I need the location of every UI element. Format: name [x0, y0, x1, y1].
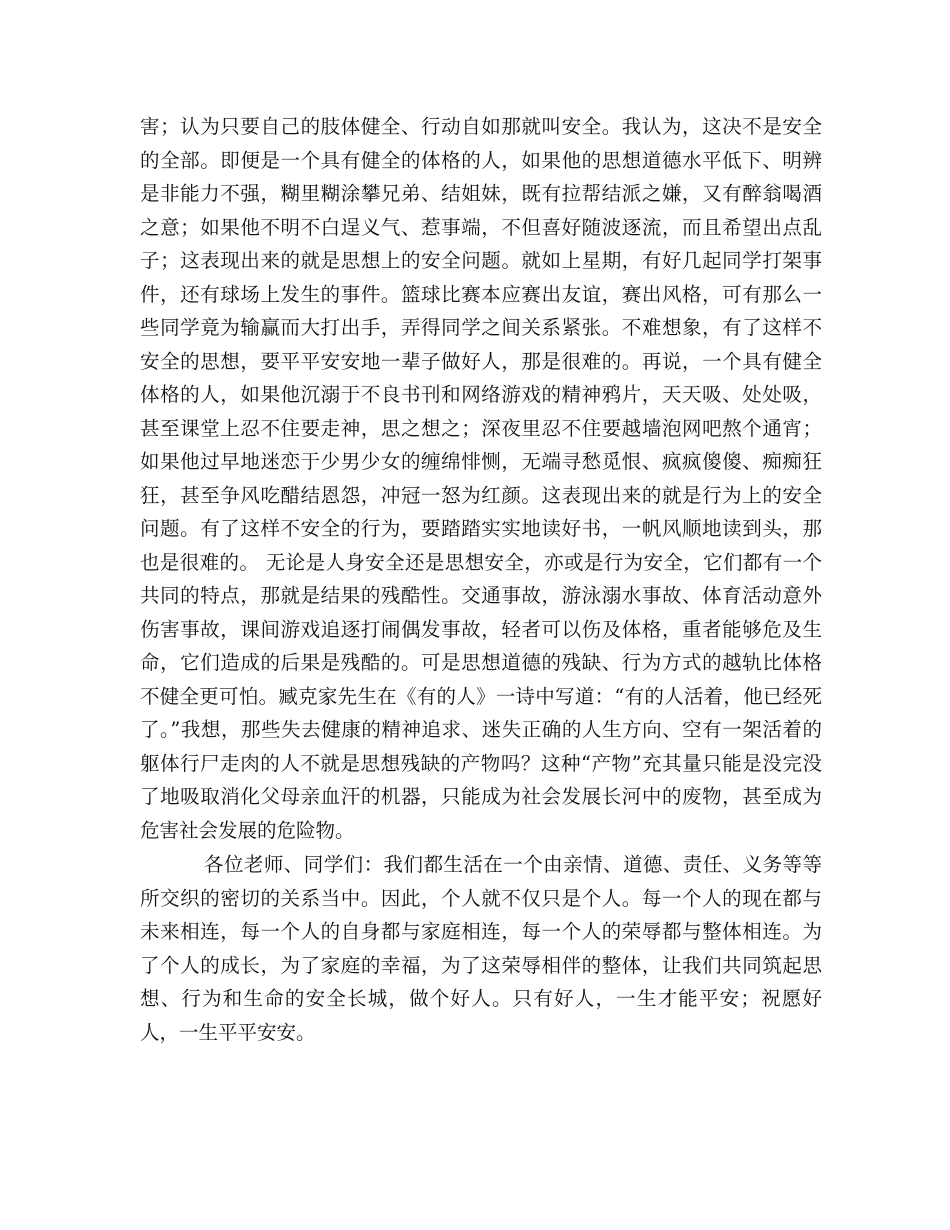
paragraph-continued: 害；认为只要自己的肢体健全、行动自如那就叫安全。我认为，这决不是安全的全部。即便是一个具有健全的体格的人，如果他的思想道德水平低下、明辨是非能力不强，糊里糊涂攀兄弟、结姐妹，既有拉帮结派之嫌，又有醉翁喝酒之意；如果他不明不白逞义气、惹事端，不但喜好随波逐流，而且希望出点乱子；这表现出来的就是思想上的安全问题。就如上星期，有好几起同学打架事件，还有球场上发生的事件。篮球比赛本应赛出友谊，赛出风格，可有那么一些同学竟为输赢而大打出手，弄得同学之间关系紧张。不难想象，有了这样不安全的思想，要平平安安地一辈子做好人，那是很难的。再说，一个具有健全体格的人，如果他沉溺于不良书刊和网络游戏的精神鸦片，天天吸、处处吸，甚至课堂上忍不住要走神，思之想之；深夜里忍不住要越墙泡网吧熬个通宵；如果他过早地迷恋于少男少女的缠绵悱恻，无端寻愁觅恨、疯疯傻傻、痴痴狂狂，甚至争风吃醋结恩怨，冲冠一怒为红颜。这表现出来的就是行为上的安全问题。有了这样不安全的行为，要踏踏实实地读好书，一帆风顺地读到头，那也是很难的。 无论是人身安全还是思想安全，亦或是行为安全，它们都有一个共同的特点，那就是结果的残酷性。交通事故，游泳溺水事故、体育活动意外伤害事故，课间游戏追逐打闹偶发事故，轻者可以伤及体格，重者能够危及生命，它们造成的后果是残酷的。可是思想道德的残缺、行为方式的越轨比体格不健全更可怕。臧克家先生在《有的人》一诗中写道：“有的人活着，他已经死了。”我想，那些失去健康的精神追求、迷失正确的人生方向、空有一架活着的躯体行尸走肉的人不就是思想残缺的产物吗？这种“产物”充其量只能是没完没了地吸取消化父母亲血汗的机器，只能成为社会发展长河中的废物，甚至成为危害社会发展的危险物。	[140, 115, 822, 842]
paragraph-closing: 各位老师、同学们：我们都生活在一个由亲情、道德、责任、义务等等所交织的密切的关系当中。因此，个人就不仅只是个人。每一个人的现在都与未来相连，每一个人的自身都与家庭相连，每一个人的荣辱都与整体相连。为了个人的成长，为了家庭的幸福，为了这荣辱相伴的整体，让我们共同筑起思想、行为和生命的安全长城，做个好人。只有好人，一生才能平安；祝愿好人，一生平平安安。	[140, 853, 822, 1044]
body-text	[140, 110, 822, 1049]
